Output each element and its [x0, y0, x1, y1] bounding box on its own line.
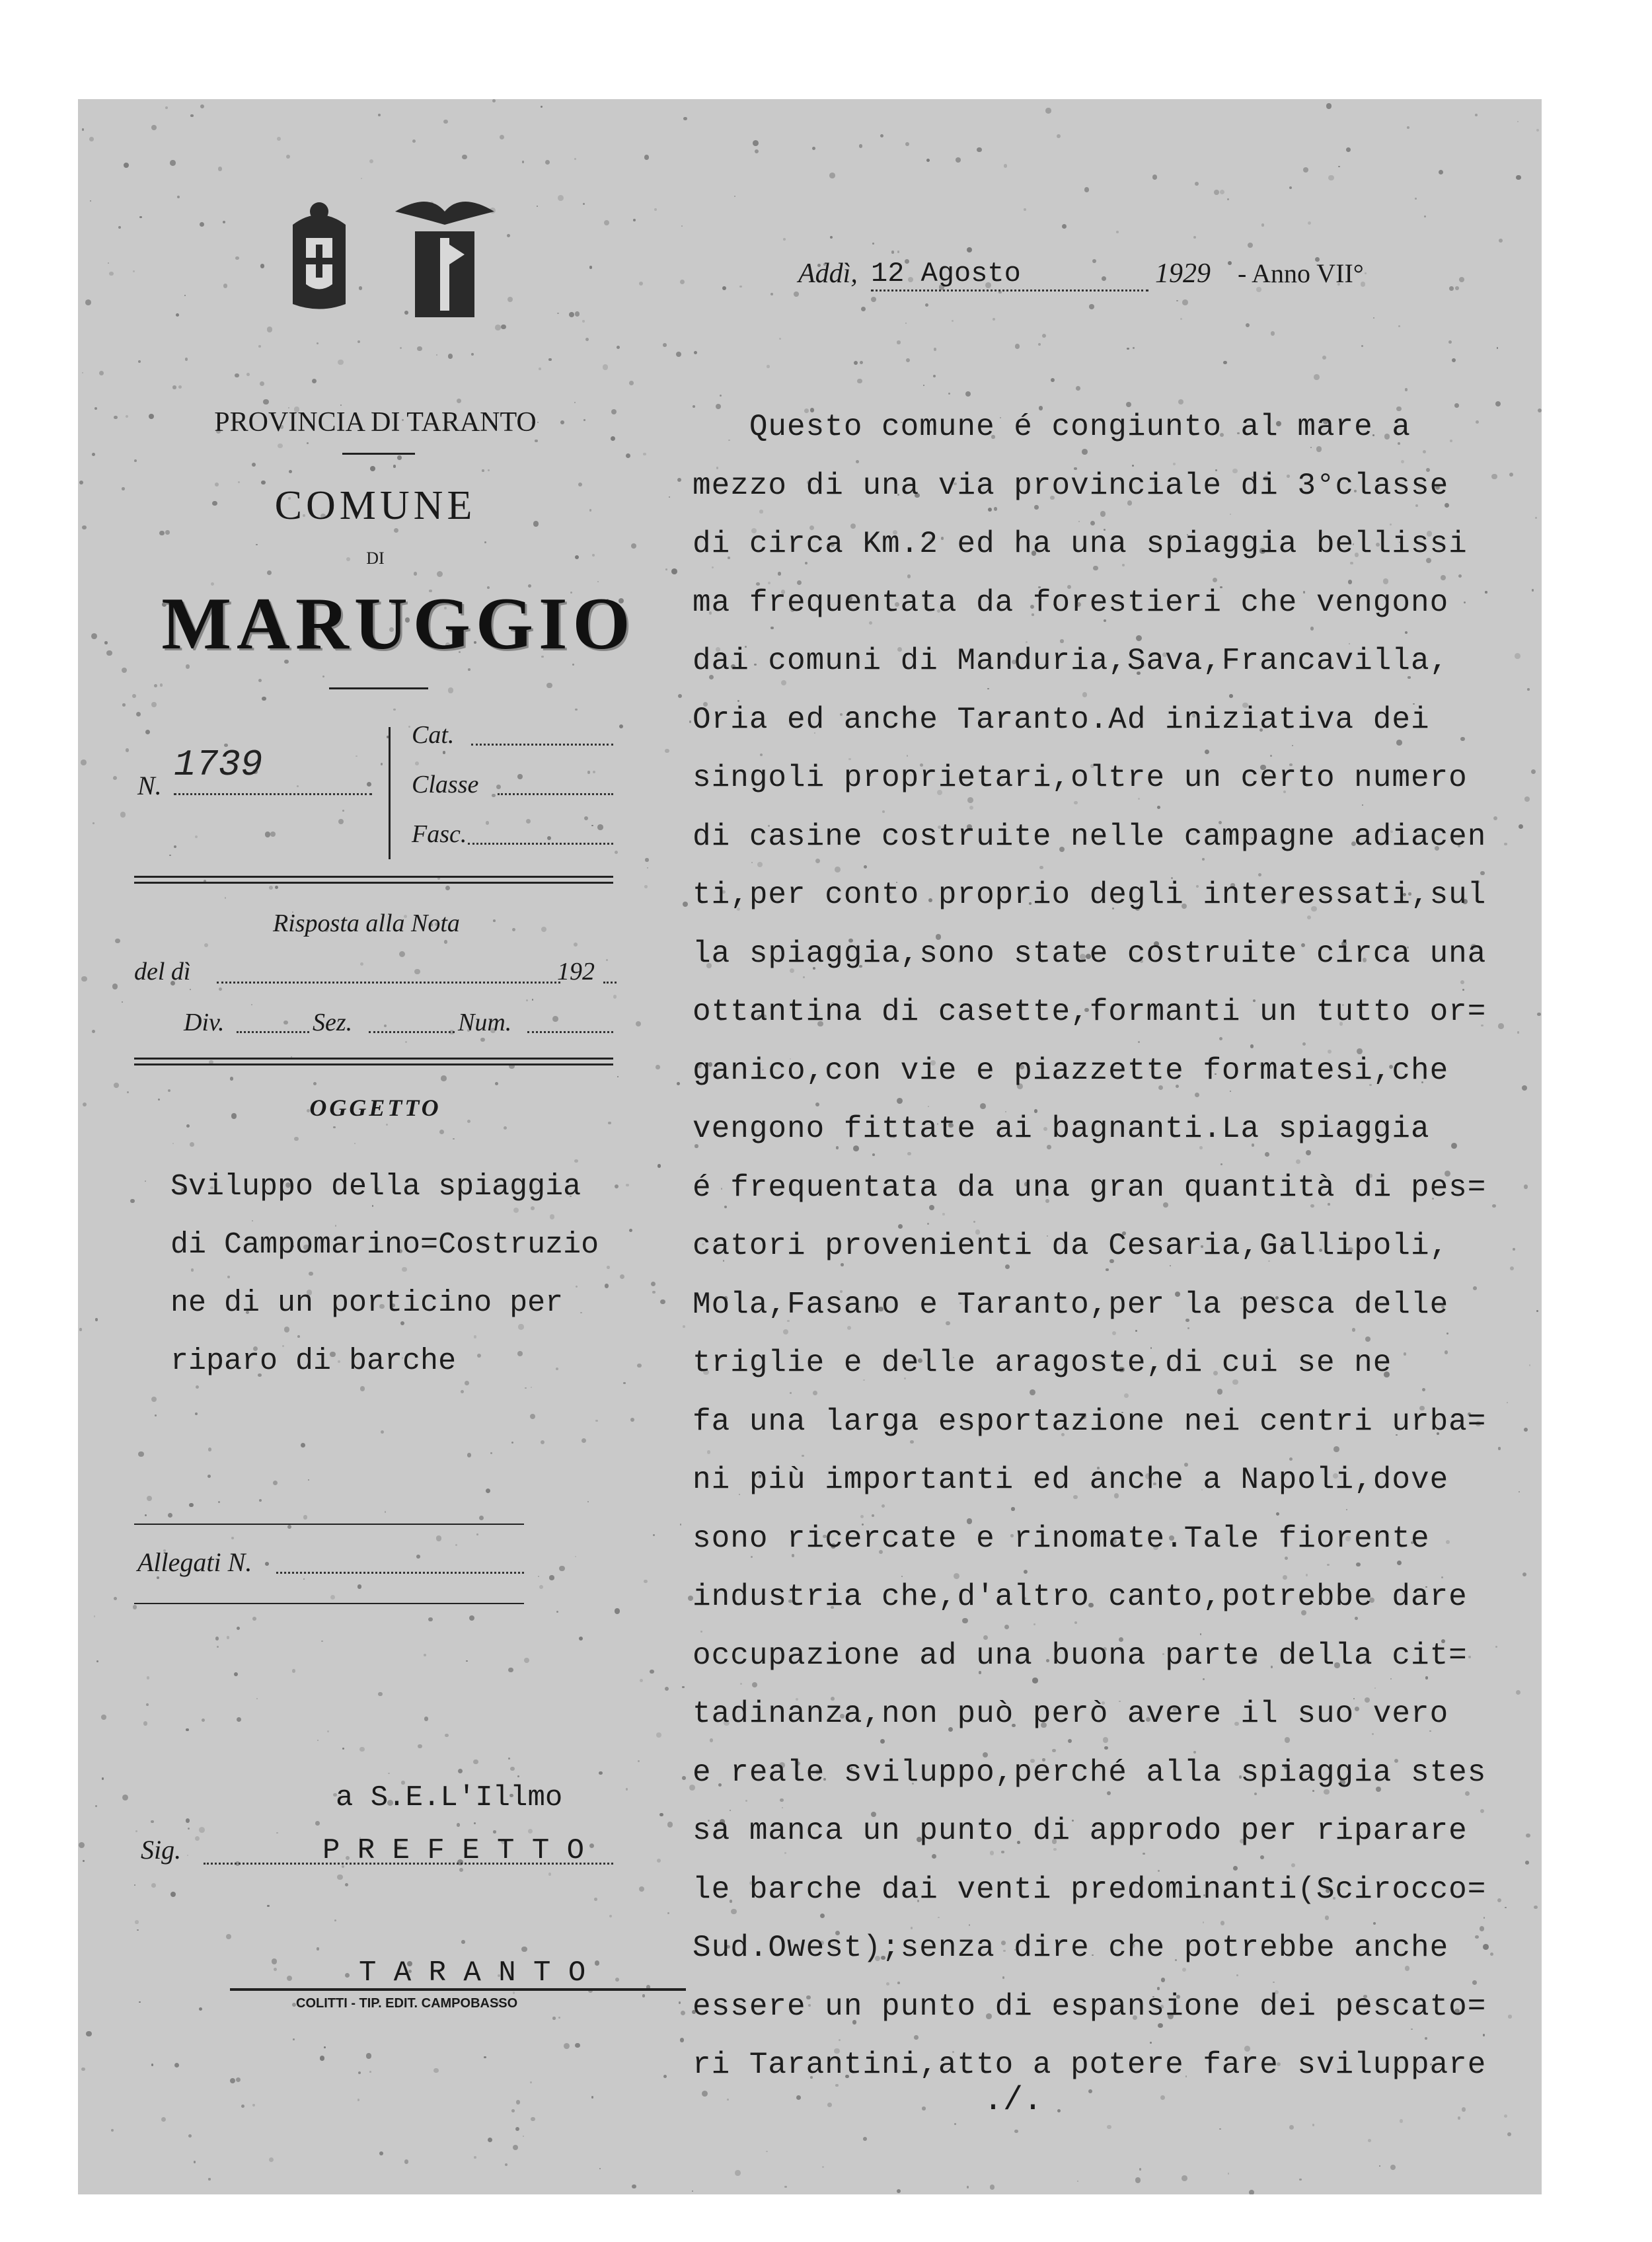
classe-field — [498, 793, 613, 795]
risposta-label: Risposta alla Nota — [273, 909, 460, 937]
body-line: triglie e delle aragoste,di cui se ne — [693, 1346, 1392, 1380]
fasc-label: Fasc. — [412, 820, 467, 848]
bracket — [389, 727, 391, 859]
subject-line: riparo di barche — [170, 1344, 457, 1378]
divider — [342, 453, 415, 455]
body-line: sono ricercate e rinomate.Tale fiorente — [693, 1521, 1430, 1556]
body-line: fa una larga esportazione nei centri urba= — [693, 1404, 1487, 1439]
fasces-eagle-icon — [389, 192, 501, 324]
document-sheet — [78, 99, 1542, 2194]
sig-field — [204, 1863, 613, 1865]
body-line: occupazione ad una buona parte della cit= — [693, 1638, 1468, 1673]
printer-credit: COLITTI - TIP. EDIT. CAMPOBASSO — [296, 1996, 518, 2011]
classe-label: Classe — [412, 771, 479, 798]
protocol-label: N. — [137, 771, 162, 800]
div-field — [237, 1031, 309, 1033]
body-line: di circa Km.2 ed ha una spiaggia bellissi — [693, 527, 1468, 561]
body-line: ma frequentata da forestieri che vengono — [693, 585, 1449, 620]
divider — [134, 1524, 524, 1525]
body-line: ganico,con vie e piazzette formatesi,che — [693, 1053, 1449, 1088]
body-line: ti,per conto proprio degli interessati,sul — [693, 878, 1487, 912]
num-label: Num. — [458, 1009, 512, 1036]
body-line: dai comuni di Manduria,Sava,Francavilla, — [693, 644, 1449, 678]
num-field — [527, 1031, 613, 1033]
addressee-city: T A R A N T O — [359, 1956, 586, 1990]
cat-field — [471, 744, 613, 746]
body-line: ri Tarantini,atto a potere fare sviluppare — [693, 2048, 1487, 2082]
body-line: é frequentata da una gran quantità di pes= — [693, 1170, 1487, 1205]
divider — [329, 687, 428, 689]
oggetto-label: OGGETTO — [309, 1095, 441, 1121]
body-line: singoli proprietari,oltre un certo numero — [693, 761, 1468, 795]
addressee-name: P R E F E T T O — [322, 1834, 585, 1867]
del-di-field — [217, 982, 560, 984]
date-era: - Anno VII° — [1238, 258, 1364, 288]
sez-field — [369, 1031, 455, 1033]
divider — [134, 1058, 613, 1065]
body-line: di casine costruite nelle campagne adiacen — [693, 819, 1487, 854]
date-year: 1929 — [1155, 258, 1211, 289]
body-line: Questo comune é congiunto al mare a — [693, 410, 1411, 444]
body-line: ni più importanti ed anche a Napoli,dove — [693, 1463, 1449, 1497]
date-prefix: Addì, — [798, 258, 858, 289]
allegati-field — [276, 1572, 524, 1574]
divider — [134, 1603, 524, 1604]
sig-label: Sig. — [141, 1835, 182, 1865]
divider — [134, 876, 613, 884]
body-line: la spiaggia,sono state costruite circa una — [693, 936, 1487, 971]
subject-line: Sviluppo della spiaggia — [170, 1170, 582, 1204]
allegati-label: Allegati N. — [137, 1547, 252, 1577]
fasc-field — [468, 843, 613, 845]
body-line: essere un punto di espansione dei pescato= — [693, 1989, 1487, 2024]
body-line: tadinanza,non può però avere il suo vero — [693, 1697, 1449, 1731]
body-line: sa manca un punto di approdo per riparare — [693, 1814, 1468, 1848]
body-line: vengono fittate ai bagnanti.La spiaggia — [693, 1112, 1430, 1146]
year-field — [603, 982, 617, 984]
protocol-number: 1739 — [174, 744, 263, 786]
divider — [230, 1988, 686, 1991]
sez-label: Sez. — [313, 1009, 353, 1036]
protocol-field — [174, 744, 359, 786]
del-di-label: del dì — [134, 958, 191, 986]
protocol-underline — [174, 793, 372, 795]
body-line: catori provenienti da Cesaria,Gallipoli, — [693, 1229, 1449, 1263]
body-line: Oria ed anche Taranto.Ad iniziativa dei — [693, 702, 1430, 737]
di-label: DI — [366, 549, 385, 568]
date-day-month: 12 Agosto — [871, 258, 1148, 291]
comune-heading: COMUNE — [274, 483, 476, 528]
body-line: ottantina di casette,formanti un tutto or= — [693, 995, 1487, 1029]
subject-line: ne di un porticino per — [170, 1286, 564, 1320]
town-name: MARUGGIO — [161, 583, 636, 665]
province-name: PROVINCIA DI TARANTO — [214, 407, 537, 438]
year-prefix: 192 — [557, 958, 595, 986]
body-line: industria che,d'altro canto,potrebbe dare — [693, 1580, 1468, 1614]
cat-label: Cat. — [412, 721, 455, 749]
body-line: Sud.Owest);senza dire che potrebbe anche — [693, 1931, 1449, 1965]
subject-line: di Campomarino=Costruzio — [170, 1228, 599, 1262]
body-line: e reale sviluppo,perché alla spiaggia stes — [693, 1755, 1487, 1790]
body-line: Mola,Fasano e Taranto,per la pesca delle — [693, 1287, 1449, 1322]
continuation-mark: ./. — [983, 2082, 1043, 2120]
body-line: le barche dai venti predominanti(Scirocco= — [693, 1872, 1487, 1907]
body-line: mezzo di una via provinciale di 3°classe — [693, 468, 1449, 503]
addressee-title: a S.E.L'Illmo — [336, 1781, 563, 1814]
div-label: Div. — [184, 1009, 225, 1036]
